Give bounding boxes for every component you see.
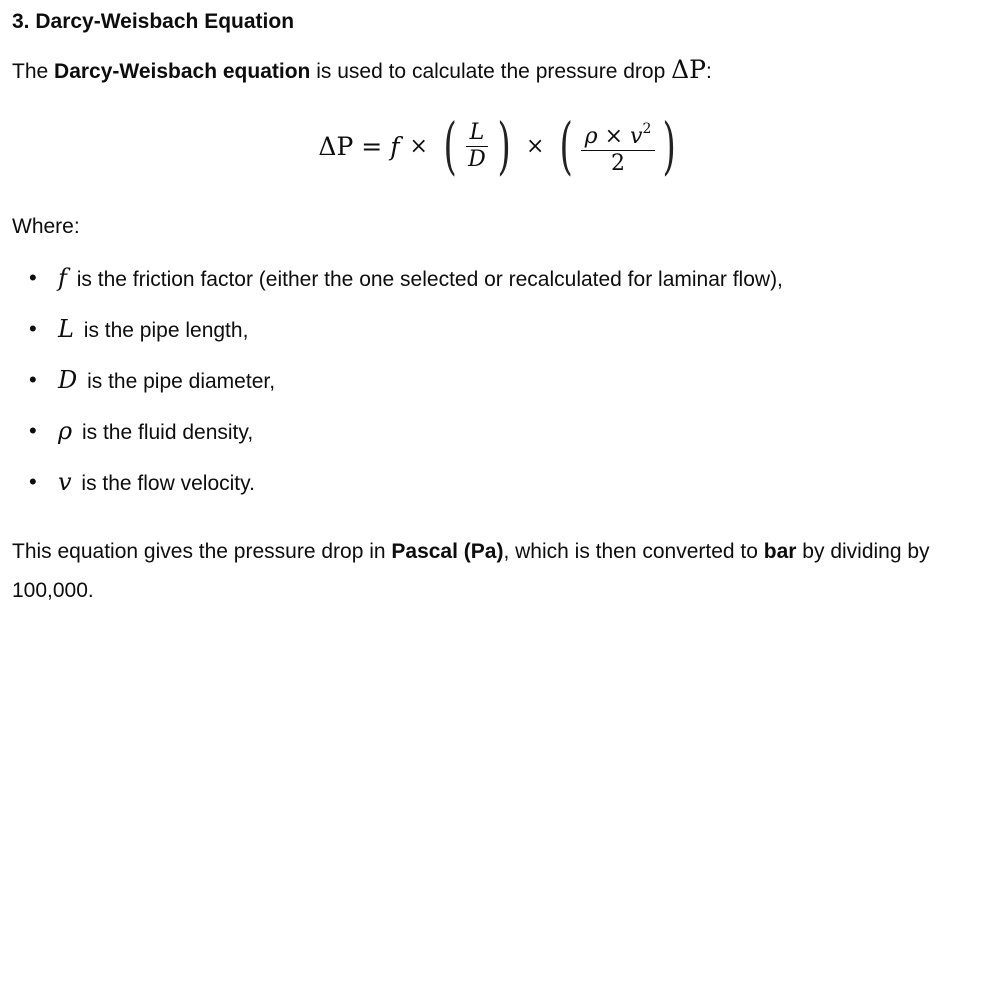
list-item [0,313,783,364]
intro-paragraph [12,54,712,88]
definition-symbol: v [58,468,72,496]
section-heading: 3. Darcy-Weisbach Equation [12,10,295,33]
list-item [0,415,783,466]
right-paren-2: ) [662,109,677,182]
times-sign-1: × [409,133,428,159]
outro-middle: , which is then converted to [503,540,764,563]
pascal-unit-bold: Pascal (Pa) [391,540,504,563]
definition-text: is the pipe length, [83,319,249,342]
fraction-1-numerator: L [466,120,489,147]
darcy-weisbach-equation [0,108,1000,184]
conclusion-paragraph [12,532,997,610]
intro-bold-term: Darcy-Weisbach equation [54,60,311,83]
length-diameter-fraction [464,120,490,173]
intro-suffix: : [705,60,712,83]
friction-factor-symbol: f [390,131,400,161]
definition-text: is the flow velocity. [81,472,255,495]
outro-suffix: by dividing by 100,000. [12,540,930,602]
left-paren-2: ( [559,109,574,182]
squared-exponent: 2 [642,120,652,137]
outro-prefix: This equation gives the pressure drop in [12,540,392,563]
right-paren-1: ) [497,109,511,182]
definition-symbol: L [58,315,74,343]
definitions-list [0,262,783,517]
bullet-icon: • [29,316,37,341]
definition-symbol: f [58,264,67,292]
list-item [0,262,783,313]
bullet-icon: • [29,418,37,443]
where-label: Where: [12,215,80,238]
times-sign-2: × [526,133,545,159]
times-sign-3: × [604,123,624,149]
bullet-icon: • [29,265,37,290]
list-item [0,466,783,517]
equation-lhs: ΔP [318,131,354,161]
fraction-2-numerator [581,116,656,151]
definition-text: is the friction factor (either the one selected or recalculated for laminar flow), [76,268,783,291]
definition-text: is the pipe diameter, [87,370,276,393]
rho-symbol: ρ [584,123,598,149]
dynamic-pressure-fraction [581,116,656,177]
bar-unit-bold: bar [763,540,797,563]
velocity-symbol: v [630,123,643,149]
list-item [0,364,783,415]
bullet-icon: • [29,367,37,392]
definition-symbol: D [58,366,78,394]
fraction-1-denominator: D [468,146,486,172]
intro-symbol: ΔP [671,55,706,84]
equals-sign: = [361,131,383,161]
definition-text: is the fluid density, [81,421,254,444]
fraction-2-denominator: 2 [611,150,625,176]
definition-symbol: ρ [58,417,73,445]
left-paren-1: ( [443,109,457,182]
intro-prefix: The [12,60,55,83]
intro-middle: is used to calculate the pressure drop [310,60,672,83]
bullet-icon: • [29,469,37,494]
